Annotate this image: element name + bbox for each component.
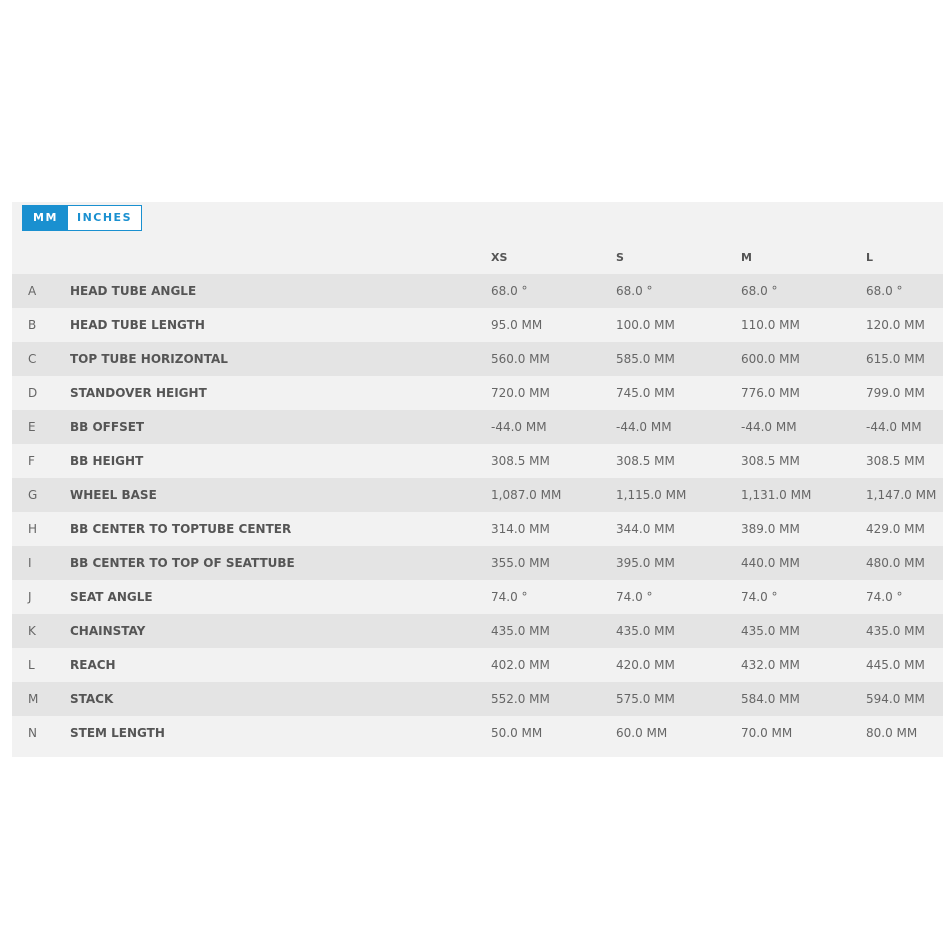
header-letter: [12, 240, 70, 274]
value-l: 445.0 MM: [866, 658, 925, 672]
value-s: 745.0 MM: [616, 386, 675, 400]
value-xs: 95.0 MM: [491, 318, 543, 332]
row-label: BB OFFSET: [70, 420, 145, 434]
row-label: CHAINSTAY: [70, 624, 146, 638]
table-row: [12, 682, 943, 716]
value-l: -44.0 MM: [866, 420, 922, 434]
row-label: BB CENTER TO TOPTUBE CENTER: [70, 522, 292, 536]
table-row: [12, 648, 943, 682]
value-xs: 74.0 °: [491, 590, 528, 604]
value-s: 74.0 °: [616, 590, 653, 604]
row-label: BB CENTER TO TOP OF SEATTUBE: [70, 556, 295, 570]
geometry-table: [12, 240, 943, 750]
value-s: 100.0 MM: [616, 318, 675, 332]
row-letter: J: [28, 590, 32, 604]
value-s: 585.0 MM: [616, 352, 675, 366]
table-row: [12, 308, 943, 342]
table-row: [12, 478, 943, 512]
header-size-s: S: [616, 250, 624, 264]
row-letter: N: [28, 726, 37, 740]
table-row: [12, 716, 943, 750]
value-s: 344.0 MM: [616, 522, 675, 536]
value-s: -44.0 MM: [616, 420, 672, 434]
value-xs: 355.0 MM: [491, 556, 550, 570]
value-l: 594.0 MM: [866, 692, 925, 706]
value-m: 74.0 °: [741, 590, 778, 604]
row-label: REACH: [70, 658, 116, 672]
value-s: 575.0 MM: [616, 692, 675, 706]
header-size-xs: XS: [491, 250, 508, 264]
value-l: 80.0 MM: [866, 726, 918, 740]
row-letter: C: [28, 352, 37, 366]
row-letter: E: [28, 420, 36, 434]
table-row: [12, 444, 943, 478]
value-m: 308.5 MM: [741, 454, 800, 468]
row-letter: H: [28, 522, 38, 536]
row-label: STACK: [70, 692, 114, 706]
value-m: -44.0 MM: [741, 420, 797, 434]
value-l: 308.5 MM: [866, 454, 925, 468]
row-label: HEAD TUBE ANGLE: [70, 284, 197, 298]
value-m: 600.0 MM: [741, 352, 800, 366]
value-l: 429.0 MM: [866, 522, 925, 536]
value-s: 435.0 MM: [616, 624, 675, 638]
value-l: 120.0 MM: [866, 318, 925, 332]
value-xs: 308.5 MM: [491, 454, 550, 468]
value-s: 420.0 MM: [616, 658, 675, 672]
value-xs: 1,087.0 MM: [491, 488, 562, 502]
value-l: 480.0 MM: [866, 556, 925, 570]
value-l: 1,147.0 MM: [866, 488, 937, 502]
table-row: [12, 274, 943, 308]
value-xs: 720.0 MM: [491, 386, 550, 400]
row-label: STEM LENGTH: [70, 726, 165, 740]
value-s: 68.0 °: [616, 284, 653, 298]
value-m: 1,131.0 MM: [741, 488, 812, 502]
row-letter: I: [28, 556, 32, 570]
value-s: 308.5 MM: [616, 454, 675, 468]
row-label: HEAD TUBE LENGTH: [70, 318, 205, 332]
value-xs: -44.0 MM: [491, 420, 547, 434]
table-row: [12, 410, 943, 444]
value-l: 74.0 °: [866, 590, 903, 604]
value-xs: 50.0 MM: [491, 726, 543, 740]
row-letter: M: [28, 692, 39, 706]
row-letter: K: [28, 624, 36, 638]
value-xs: 402.0 MM: [491, 658, 550, 672]
row-label: TOP TUBE HORIZONTAL: [70, 352, 228, 366]
table-row: [12, 546, 943, 580]
header-size-m: M: [741, 250, 752, 264]
row-letter: L: [28, 658, 35, 672]
row-label: STANDOVER HEIGHT: [70, 386, 207, 400]
value-l: 799.0 MM: [866, 386, 925, 400]
row-letter: D: [28, 386, 38, 400]
row-label: WHEEL BASE: [70, 488, 157, 502]
value-xs: 560.0 MM: [491, 352, 550, 366]
value-l: 615.0 MM: [866, 352, 925, 366]
value-m: 68.0 °: [741, 284, 778, 298]
value-l: 435.0 MM: [866, 624, 925, 638]
value-m: 432.0 MM: [741, 658, 800, 672]
unit-toggle: [22, 205, 142, 231]
value-s: 395.0 MM: [616, 556, 675, 570]
table-body: [12, 274, 943, 750]
mm-unit-button[interactable]: MM: [23, 206, 68, 230]
table-row: [12, 512, 943, 546]
row-letter: G: [28, 488, 38, 502]
row-letter: B: [28, 318, 37, 332]
value-xs: 314.0 MM: [491, 522, 550, 536]
value-m: 584.0 MM: [741, 692, 800, 706]
row-letter: F: [28, 454, 35, 468]
value-m: 776.0 MM: [741, 386, 800, 400]
value-xs: 552.0 MM: [491, 692, 550, 706]
row-label: SEAT ANGLE: [70, 590, 153, 604]
row-label: BB HEIGHT: [70, 454, 144, 468]
value-m: 110.0 MM: [741, 318, 800, 332]
value-s: 60.0 MM: [616, 726, 668, 740]
table-row: [12, 342, 943, 376]
table-row: [12, 614, 943, 648]
geometry-panel: [12, 202, 943, 757]
value-m: 70.0 MM: [741, 726, 793, 740]
value-m: 389.0 MM: [741, 522, 800, 536]
value-m: 435.0 MM: [741, 624, 800, 638]
table-row: [12, 580, 943, 614]
value-xs: 435.0 MM: [491, 624, 550, 638]
header-label: [70, 240, 491, 274]
table-header-row: [12, 240, 943, 274]
value-l: 68.0 °: [866, 284, 903, 298]
table-row: [12, 376, 943, 410]
value-s: 1,115.0 MM: [616, 488, 687, 502]
row-letter: A: [28, 284, 37, 298]
header-size-l: L: [866, 250, 874, 264]
value-m: 440.0 MM: [741, 556, 800, 570]
value-xs: 68.0 °: [491, 284, 528, 298]
inches-unit-button[interactable]: INCHES: [68, 206, 141, 230]
